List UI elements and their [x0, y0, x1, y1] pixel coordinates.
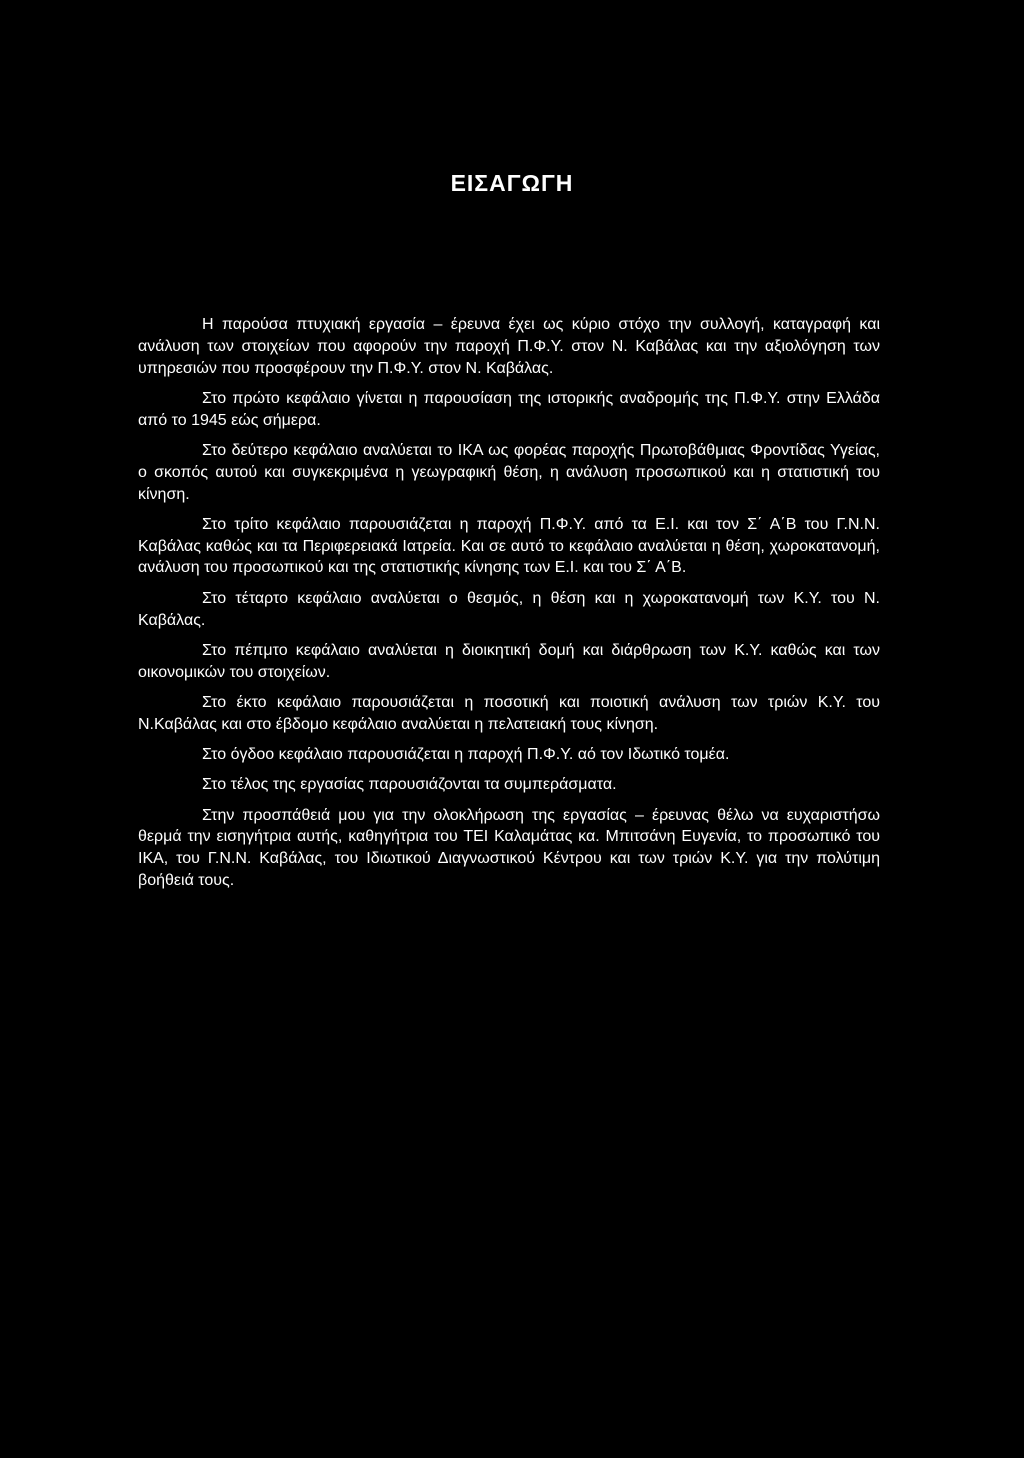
document-body: [138, 314, 880, 900]
paragraph-chapter-1: Στο πρώτο κεφάλαιο γίνεται η παρουσίαση της ιστορικής αναδρομής της Π.Φ.Υ. στην Ελλάδα από το 1945 εώς σήμερα.: [138, 389, 880, 429]
paragraph-chapter-6-7: Στο έκτο κεφάλαιο παρουσιάζεται η ποσοτική και ποιοτική ανάλυση των τριών Κ.Υ. του Ν.Καβάλας και στο έβδομο κεφάλαιο αναλύεται η πελατειακή τους κίνηση.: [138, 693, 880, 733]
paragraph-intro: Η παρούσα πτυχιακή εργασία – έρευνα έχει ως κύριο στόχο την συλλογή, καταγραφή και ανάλυση των στοιχείων που αφορούν την παροχή Π.Φ.Υ. στον Ν. Καβάλας και την αξιολόγηση των υπηρεσιών που προσφέρουν την Π.Φ.Υ. στον Ν. Καβάλας.: [138, 316, 880, 377]
paragraph-acknowledgements: Στην προσπάθειά μου για την ολοκλήρωση της εργασίας – έρευνας θέλω να ευχαριστήσω θερμά την εισηγήτρια αυτής, καθηγήτρια του ΤΕΙ Καλαμάτας κα. Μπιτσάνη Ευγενία, το προσωπικό του ΙΚΑ, του Γ.Ν.Ν. Καβάλας, του Ιδιωτικού Διαγνωστικού Κέντρου και των τριών Κ.Υ. για την πολύτιμη βοήθειά τους.: [138, 806, 880, 890]
paragraph-chapter-4: Στο τέταρτο κεφάλαιο αναλύεται ο θεσμός, η θέση και η χωροκατανομή των Κ.Υ. του Ν. Καβάλας.: [138, 589, 880, 629]
paragraph-conclusions: Στο τέλος της εργασίας παρουσιάζονται τα συμπεράσματα.: [202, 776, 617, 794]
paragraph-chapter-2: Στο δεύτερο κεφάλαιο αναλύεται το ΙΚΑ ως φορέας παροχής Πρωτοβάθμιας Φροντίδας Υγείας, ο σκοπός αυτού και συγκεκριμένα η γεωγραφική θέση, η ανάλυση προσωπικού και η στατιστική του κίνηση.: [138, 441, 880, 503]
paragraph-chapter-3: Στο τρίτο κεφάλαιο παρουσιάζεται η παροχή Π.Φ.Υ. από τα Ε.Ι. και τον Σ΄ Α΄Β του Γ.Ν.Ν. Καβάλας καθώς και τα Περιφερειακά Ιατρεία. Και σε αυτό το κεφάλαιο αναλύεται η θέση, χωροκατανομή, ανάλυση του προσωπικού και της στατιστικής κίνησης των Ε.Ι. και του Σ΄ Α΄Β.: [138, 515, 880, 577]
paragraph-chapter-5: Στο πέπμτο κεφάλαιο αναλύεται η διοικητική δομή και διάρθρωση των Κ.Υ. καθώς και των οικονομικών του στοιχείων.: [138, 641, 880, 681]
paragraph-chapter-8: Στο όγδοο κεφάλαιο παρουσιάζεται η παροχή Π.Φ.Υ. αό τον Ιδωτικό τομέα.: [202, 746, 730, 764]
page-title: ΕΙΣΑΓΩΓΗ: [450, 170, 574, 196]
